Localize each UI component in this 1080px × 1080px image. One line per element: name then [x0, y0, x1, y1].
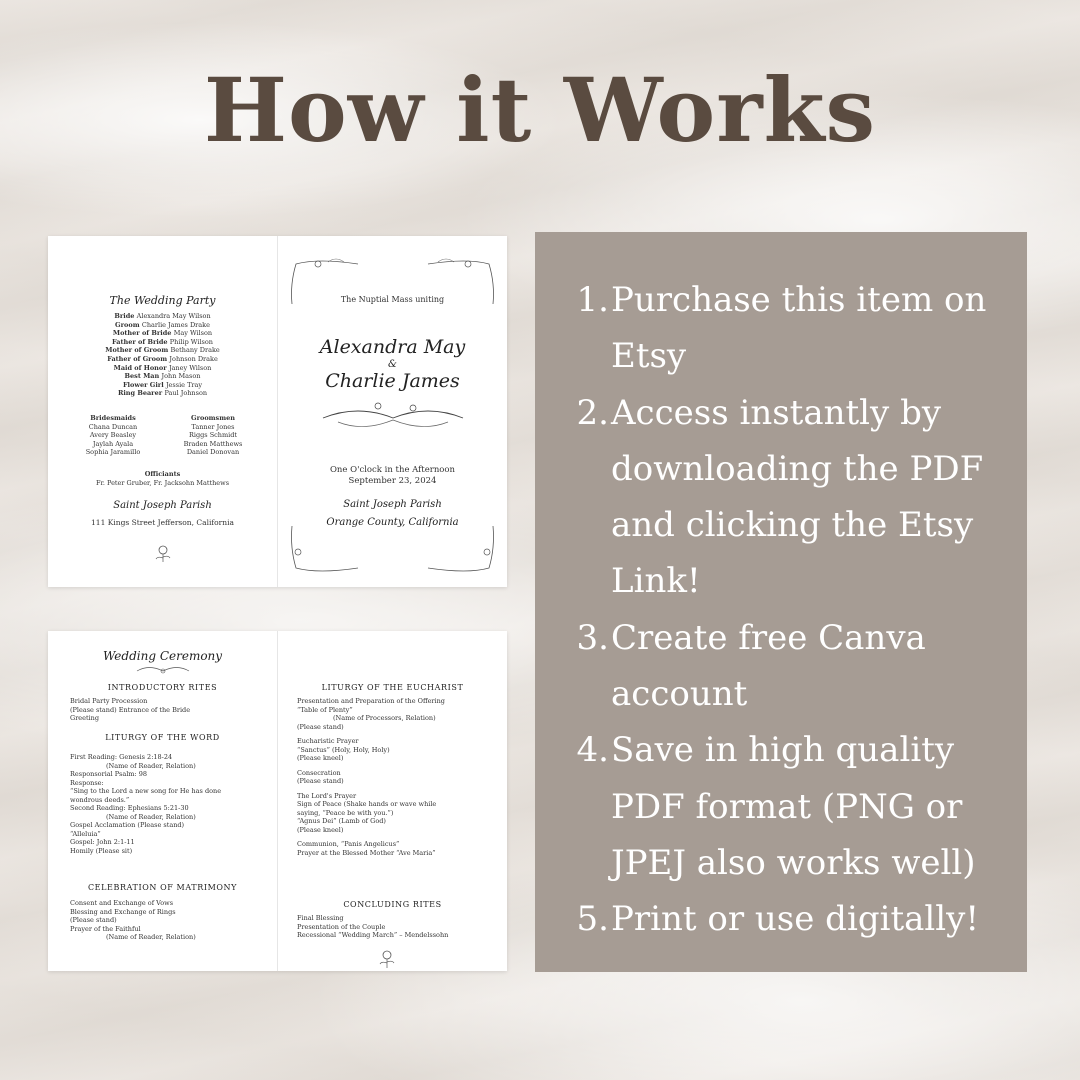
step-number: 4.	[576, 730, 609, 771]
program-line: First Reading: Genesis 2:18-24	[70, 753, 173, 761]
program-line: Prayer of the Faithful	[70, 924, 141, 933]
nuptial-intro: The Nuptial Mass uniting	[340, 295, 445, 304]
liturgy-eucharist-list	[275, 697, 504, 857]
bridesmaids-label: Bridesmaids	[90, 414, 136, 422]
program-line: Prayer at the Blessed Mother “Ave Maria”	[297, 848, 436, 857]
bridesmaids-list	[68, 423, 158, 457]
program-line: (Name of Reader, Relation)	[106, 933, 196, 941]
small-flourish-icon	[135, 663, 191, 677]
program-line: Final Blessing	[297, 914, 344, 922]
ampersand: &	[388, 359, 397, 370]
program-line: The Lord's Prayer	[297, 791, 357, 800]
bridesmaid-name: Sophia Jaramillo	[85, 448, 141, 457]
step-item	[575, 610, 1015, 723]
program-cover-preview	[48, 236, 507, 587]
program-line: Consent and Exchange of Vows	[70, 899, 174, 907]
section-matrimony: CELEBRATION OF MATRIMONY	[87, 883, 238, 892]
bridesmaids-column	[68, 414, 158, 457]
program-line: Presentation and Preparation of the Offering	[297, 697, 445, 705]
program-line: Homily (Please sit)	[70, 846, 133, 855]
program-line: wondrous deeds.”	[70, 795, 130, 804]
section-liturgy-eucharist: LITURGY OF THE EUCHARIST	[321, 683, 464, 692]
wedding-party-list	[48, 312, 277, 398]
party-row	[48, 389, 277, 398]
program-line: “Sing to the Lord a new song for He has done	[70, 787, 222, 795]
program-line: (Please stand)	[297, 777, 344, 785]
groomsman-name: Tanner Jones	[191, 422, 235, 431]
ceremony-heading: Wedding Ceremony	[102, 649, 223, 663]
step-number: 2.	[576, 392, 609, 433]
program-line: Gospel: John 2:1-11	[70, 838, 135, 846]
party-name: Janey Wilson	[168, 363, 212, 372]
party-name: Paul Johnson	[164, 389, 208, 398]
party-role: Mother of Bride	[112, 329, 174, 338]
party-role: Father of Groom	[107, 354, 170, 363]
program-line: Sign of Peace (Shake hands or wave while	[297, 800, 437, 808]
program-line: (Name of Reader, Relation)	[106, 761, 196, 770]
section-concluding-rites: CONCLUDING RITES	[343, 900, 442, 909]
cover-panel	[278, 236, 507, 587]
party-role: Flower Girl	[122, 380, 166, 389]
party-role: Groom	[115, 320, 142, 329]
bottom-floral-frame-icon	[288, 522, 497, 577]
step-text: Access instantly by downloading the PDF and clicking the Etsy Link!	[611, 392, 984, 602]
program-line: (Please kneel)	[297, 825, 344, 834]
rose-ornament-icon	[376, 947, 398, 969]
concluding-rites-list	[275, 914, 504, 940]
program-line: Recessional “Wedding March” – Mendelssohn	[297, 931, 449, 939]
parish-address: 111 Kings Street Jefferson, California	[91, 518, 234, 527]
groomsmen-label: Groomsmen	[191, 414, 235, 422]
party-name: Philip Wilson	[169, 337, 213, 346]
step-number: 5.	[576, 899, 609, 940]
party-row	[48, 338, 277, 347]
party-row	[48, 321, 277, 330]
groom-name: Charlie James	[325, 370, 460, 392]
party-role: Best Man	[124, 372, 162, 381]
program-line: (Please kneel)	[297, 754, 344, 762]
program-line: (Name of Reader, Relation)	[106, 812, 196, 821]
program-line: “Agnus Dei” (Lamb of God)	[297, 817, 386, 825]
ceremony-date: September 23, 2024	[348, 476, 437, 486]
party-role: Mother of Groom	[105, 346, 171, 355]
program-line: Blessing and Exchange of Rings	[70, 907, 176, 916]
step-text: Save in high quality PDF format (PNG or JPEJ also works well)	[611, 730, 976, 883]
ceremony-left-panel	[48, 631, 277, 971]
program-line: Greeting	[70, 714, 100, 722]
party-name: Jessie Tray	[165, 380, 203, 389]
program-line: Consecration	[297, 768, 341, 777]
matrimony-list	[48, 899, 277, 942]
steps-list	[575, 272, 1015, 948]
program-line: “Table of Plenty”	[297, 705, 353, 714]
section-introductory-rites: INTRODUCTORY RITES	[107, 683, 218, 692]
bridesmaid-name: Avery Beasley	[89, 431, 137, 440]
step-text: Print or use digitally!	[611, 899, 980, 940]
step-item	[575, 385, 1015, 610]
bride-name: Alexandra May	[319, 336, 466, 358]
page-title: How it Works	[203, 58, 877, 162]
party-role: Ring Bearer	[117, 389, 165, 398]
program-line: (Please stand)	[70, 916, 117, 924]
party-row	[48, 355, 277, 364]
liturgy-word-list	[48, 753, 277, 855]
cover-parish-name: Saint Joseph Parish	[343, 499, 442, 510]
program-line: Bridal Party Procession	[70, 697, 148, 705]
party-row	[48, 372, 277, 381]
wedding-party-panel	[48, 236, 277, 587]
party-name: John Mason	[161, 372, 201, 381]
program-line: “Alleluia”	[70, 829, 101, 838]
section-liturgy-word: LITURGY OF THE WORD	[105, 733, 220, 742]
cover-county: Orange County, California	[326, 517, 459, 528]
bridesmaid-name: Jaylah Ayala	[92, 439, 134, 448]
groomsmen-list	[168, 423, 258, 457]
program-line: Gospel Acclamation (Please stand)	[70, 821, 185, 829]
ceremony-right-panel	[278, 631, 507, 971]
steps-panel	[535, 232, 1027, 972]
party-row	[48, 381, 277, 390]
step-item	[575, 272, 1015, 385]
party-role: Maid of Honor	[113, 363, 169, 372]
groomsman-name: Daniel Donovan	[186, 448, 240, 457]
parish-name: Saint Joseph Parish	[113, 500, 212, 511]
party-row	[48, 329, 277, 338]
officiants-names: Fr. Peter Gruber, Fr. Jacksohn Matthews	[95, 479, 230, 487]
step-text: Create free Canva account	[611, 617, 926, 715]
program-line: Responsorial Psalm: 98	[70, 770, 147, 778]
program-line: saying, “Peace be with you.”)	[297, 808, 394, 817]
program-line: (Please stand) Entrance of the Bride	[70, 705, 191, 714]
party-name: Alexandra May Wilson	[136, 312, 211, 320]
party-role: Bride	[114, 312, 137, 320]
step-number: 1.	[576, 280, 609, 320]
party-row	[48, 346, 277, 355]
party-name: Charlie James Drake	[141, 320, 210, 329]
step-text: Purchase this item on Etsy	[611, 280, 987, 377]
officiants-label: Officiants	[144, 470, 181, 478]
party-name: Johnson Drake	[169, 354, 218, 363]
groomsmen-column	[168, 414, 258, 457]
wedding-party-heading: The Wedding Party	[109, 294, 216, 307]
program-line: “Sanctus” (Holy, Holy, Holy)	[297, 745, 390, 754]
party-role: Father of Bride	[112, 337, 170, 346]
groomsman-name: Riggs Schmidt	[189, 431, 237, 440]
program-line: Presentation of the Couple	[297, 922, 386, 931]
bridesmaid-name: Chana Duncan	[88, 422, 138, 431]
program-line: Second Reading: Ephesians 5:21-30	[70, 804, 189, 812]
party-row	[48, 312, 277, 321]
floral-divider-icon	[318, 396, 468, 436]
rose-ornament-icon	[152, 541, 174, 563]
program-line: Communion, “Panis Angelicus”	[297, 840, 400, 848]
program-line: (Name of Processors, Relation)	[333, 714, 436, 722]
party-name: Bethany Drake	[170, 346, 220, 355]
program-ceremony-preview	[48, 631, 507, 971]
step-item	[575, 891, 1015, 947]
step-number: 3.	[576, 617, 609, 658]
introductory-rites-list	[48, 697, 277, 723]
party-row	[48, 364, 277, 373]
groomsman-name: Braden Matthews	[183, 439, 243, 448]
program-line: (Please stand)	[297, 722, 344, 731]
ceremony-time: One O'clock in the Afternoon	[329, 465, 456, 475]
program-line: Response:	[70, 778, 104, 787]
step-item	[575, 722, 1015, 891]
party-name: May Wilson	[173, 329, 213, 338]
program-line: Eucharistic Prayer	[297, 737, 359, 745]
